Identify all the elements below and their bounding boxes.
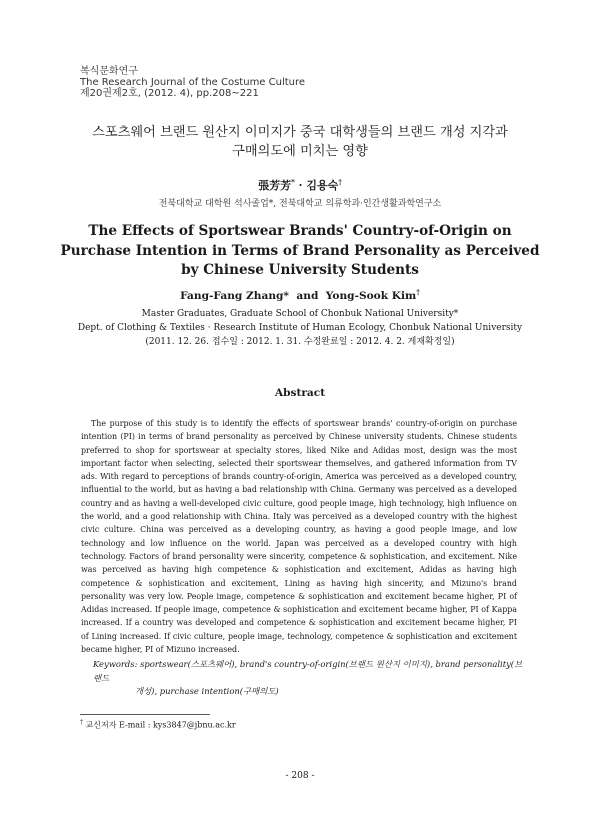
- abstract-heading: Abstract: [274, 387, 326, 399]
- page-number: - 208 -: [285, 771, 315, 781]
- keywords-line2: 개성), purchase intention(구매의도): [135, 686, 279, 696]
- submission-dates: (2011. 12. 26. 접수일 : 2012. 1. 31. 수정완료일 : 2012. 4. 2. 게재확정일): [145, 336, 455, 347]
- korean-title-line1: 스포츠웨어 브랜드 원산지 이미지가 중국 대학생들의 브랜드 개성 지각과: [92, 125, 508, 140]
- keywords-line1: Keywords: sportswear(스포츠웨어), brand's country-of-origin(브랜드 원산지 이미지), brand personality(브랜드: [93, 659, 523, 683]
- journal-name-english: The Research Journal of the Costume Culture: [80, 77, 306, 88]
- korean-author-2: 김용숙: [306, 179, 339, 192]
- english-author-1: Fang-Fang Zhang*: [180, 290, 289, 302]
- english-corresponding-mark: †: [416, 287, 420, 297]
- author-separator: ·: [298, 179, 303, 192]
- journal-issue: 제20권제2호, (2012. 4), pp.208~221: [80, 88, 259, 99]
- english-authors: [0, 287, 600, 302]
- affiliation-line2: Dept. of Clothing & Textiles · Research Institute of Human Ecology, Chonbuk National University: [77, 322, 523, 333]
- footnote-mark: †: [80, 719, 83, 726]
- korean-author-1: 張芳芳: [258, 179, 292, 192]
- english-title-line2: Purchase Intention in Terms of Brand Personality as Perceived: [60, 242, 540, 259]
- footnote-text: 교신저자 E-mail : kys3847@jbnu.ac.kr: [85, 720, 236, 730]
- english-author-and: and: [296, 290, 319, 302]
- korean-affiliation: 전북대학교 대학원 석사졸업*, 전북대학교 의류학과·인간생활과학연구소: [158, 199, 442, 209]
- english-title-line1: The Effects of Sportswear Brands' Country-of-Origin on: [88, 223, 512, 239]
- korean-title: [40, 123, 560, 161]
- footnote-divider: [80, 714, 210, 715]
- korean-title-line2: 구매의도에 미치는 영향: [232, 144, 368, 159]
- affiliation-line1: Master Graduates, Graduate School of Chonbuk National University*: [141, 309, 459, 319]
- english-title-line3: by Chinese University Students: [181, 262, 419, 278]
- english-affiliation: [0, 308, 600, 349]
- english-author-2: Yong-Sook Kim: [325, 290, 417, 302]
- keywords: [93, 658, 523, 699]
- journal-name-korean: 복식문화연구: [80, 66, 138, 77]
- corresponding-author-mark: †: [338, 177, 342, 187]
- footnote: [80, 719, 236, 731]
- korean-author-1-mark: *: [291, 177, 295, 187]
- journal-header: [80, 66, 305, 99]
- english-title: [50, 222, 550, 281]
- abstract-body: The purpose of this study is to identify the effects of sportswear brands' country-of-origin on purchase intention (PI) in terms of brand personality as perceived by Chinese university students. Chinese students preferred to shop for sportswear at specialty stores, liked Nike and Adidas most, design was the most important factor when selecting, selected their sportswear themselves, and gathered information from TV ads. With regard to perceptions of brands country-of-origin, America was perceived as a developed country, influential to the world, but as having a bad relationship with China. Germany was perceived as a developed country and as having a well-developed civic culture, good people image, high technology, high influence on the world, and a good relationship with China. Italy was perceived as a developed country with the highest civic culture. China was perceived as a developing country, as having a good people image, and low technology and low influence on the world. Japan was perceived as a developed country with high technology. Factors of brand personality were sincerity, competence & sophistication, and excitement. Nike was perceived as having high competence & sophistication and excitement, Adidas as having high competence & sophistication and excitement, Lining as having high sincerity, and Mizuno's brand personality was very low. People image, competence & sophistication and excitement became higher, PI of Adidas increased. If people image, competence & sophistication and excitement became higher, PI of Kappa increased. If a country was developed and competence & sophistication and excitement became higher, PI of Lining increased. If civic culture, people image, technology, competence & sophistication and excitement became higher, PI of Mizuno increased.: [81, 419, 517, 655]
- korean-authors: [0, 177, 600, 193]
